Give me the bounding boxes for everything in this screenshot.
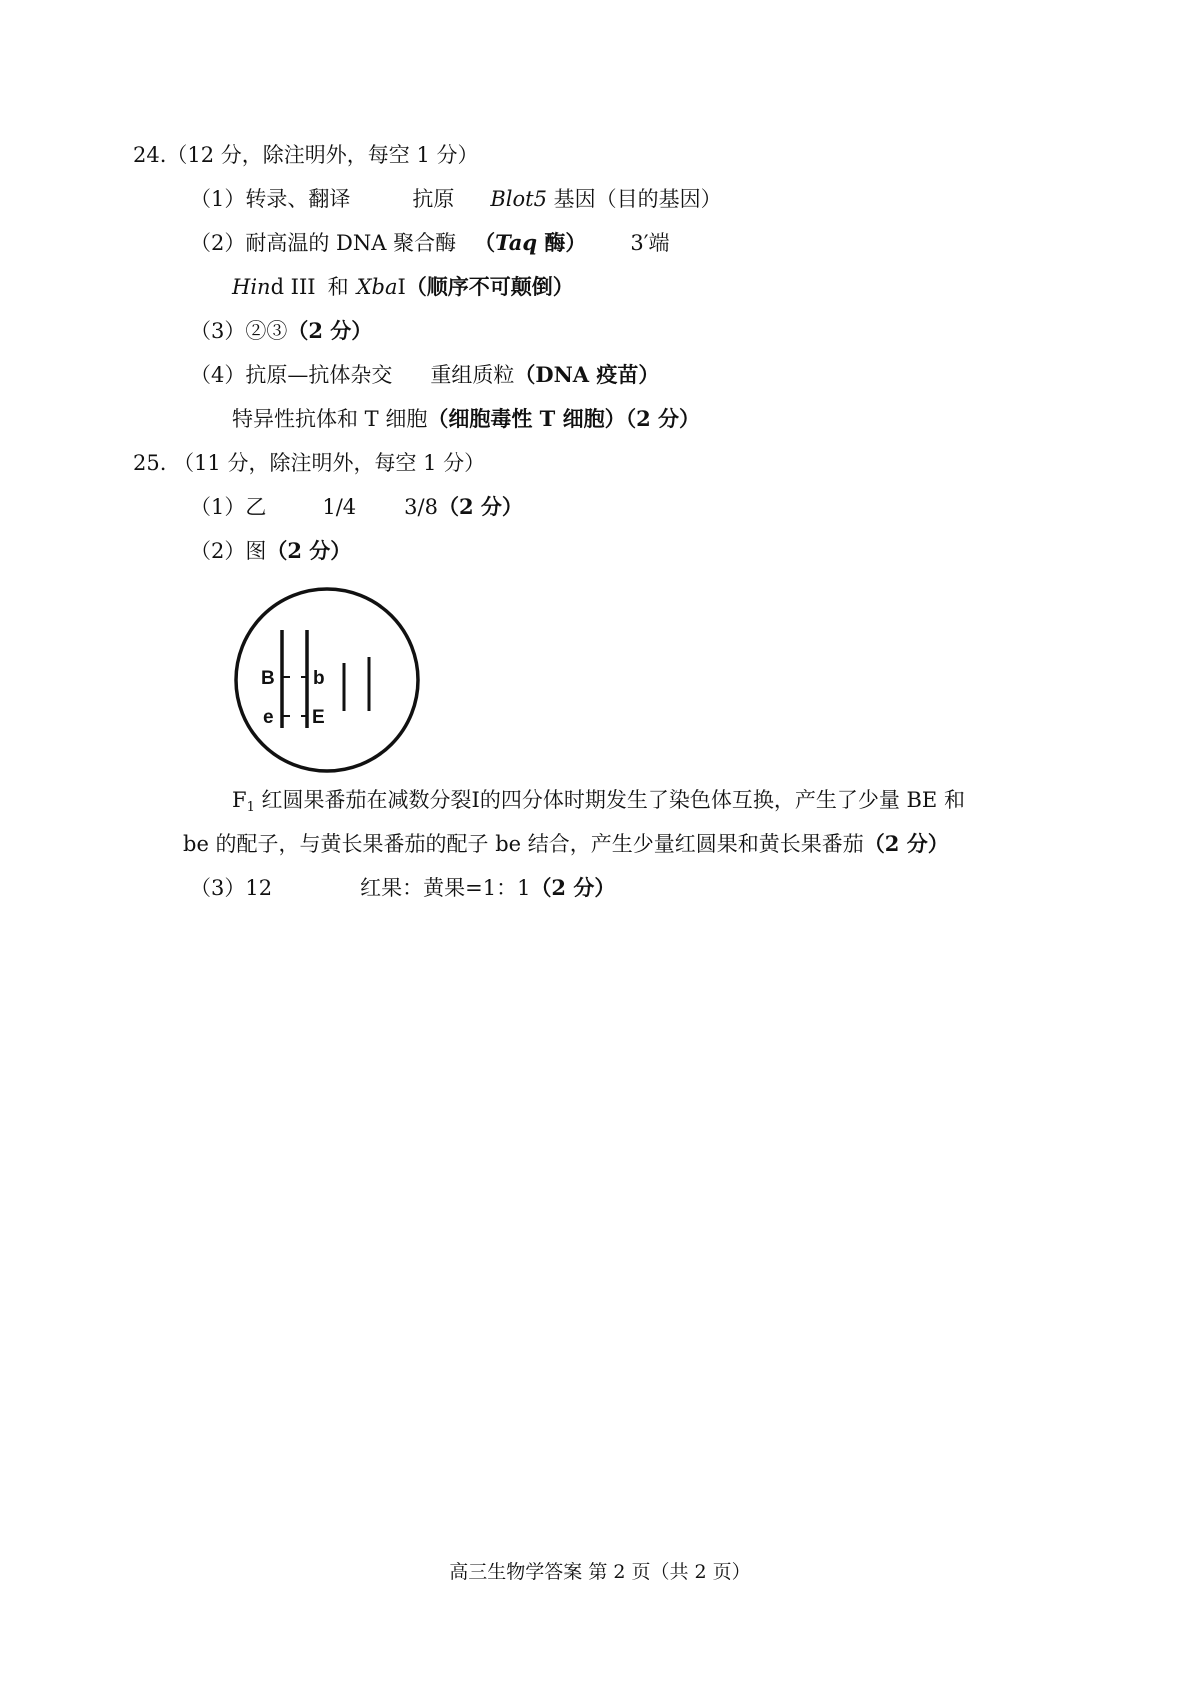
order-note: （顺序不可颠倒） [405,274,574,299]
answer-figure: 图 [245,539,267,563]
allele-E-label: E [312,707,325,728]
score-note: （2 分） [266,538,352,563]
allele-e-label: e [263,707,274,728]
score-note: （2 分） [625,406,701,431]
q24-part4 [190,360,659,390]
answer-polymerase: 耐高温的 DNA 聚合酶 [245,231,457,255]
gene-name: Blot5 [490,187,547,211]
score-note: （2 分） [530,875,616,900]
part-number: （2） [190,231,246,255]
answer-three-eighths: 3/8 [404,495,438,519]
allele-B-label: B [261,668,275,689]
answer-recombinant-plasmid: 重组质粒 [430,363,515,387]
answer-3-prime-end: 3′端 [630,231,670,255]
dna-vaccine-note: （DNA 疫苗） [514,362,660,387]
answer-yi: 乙 [245,495,267,519]
q25-part2 [190,536,351,566]
and-text: 和 [327,275,349,299]
answer-hybridization: 抗原—抗体杂交 [245,363,393,387]
q24-header: 24.（12 分，除注明外，每空 1 分） [133,143,479,167]
q25-part1 [190,492,523,522]
q24-part4-cont [232,404,700,434]
q24-part2-restriction [232,272,574,302]
q24-part3 [190,316,372,346]
score-note: （2 分） [287,318,373,343]
answer-transcription-translation: 转录、翻译 [245,187,351,211]
answer-twelve: 12 [245,876,273,900]
q25-explanation-line1 [232,785,965,815]
part-number: （3） [190,876,246,900]
enzyme-taq: Taq [495,230,538,255]
f1-label: $F_1$ [232,788,255,815]
answer-target-gene: 基因（目的基因） [546,187,722,211]
part-number: （2） [190,539,246,563]
q24-part1 [190,184,722,214]
enzyme-hind-rest: d III [270,275,316,299]
part-number: （4） [190,363,246,387]
allele-b-label: b [313,668,325,689]
page-footer: 高三生物学答案 第 2 页（共 2 页） [449,1561,751,1583]
answer-ratio: 红果：黄果=1：1 [360,876,531,900]
q25-part3 [190,873,615,903]
answer-one-quarter: 1/4 [322,495,357,519]
answer-antibody-tcell: 特异性抗体和 T 细胞 [232,407,428,431]
answer-antigen: 抗原 [412,187,455,211]
cytotoxic-note: （细胞毒性 T 细胞） [427,406,626,431]
part-number: （3） [190,319,246,343]
answer-options: ②③ [245,319,288,343]
enzyme-note-open: （ [474,230,496,255]
chromosome-diagram [232,585,422,775]
enzyme-xba: Xba [356,275,398,299]
q25-header: 25. （11 分，除注明外，每空 1 分） [133,451,486,475]
explanation-text-1: 红圆果番茄在减数分裂I的四分体时期发生了染色体互换，产生了少量 BE 和 [254,788,965,812]
score-note: （2 分） [437,494,523,519]
enzyme-note-rest: 酶） [537,230,587,255]
enzyme-hind: Hin [232,275,271,299]
part-number: （1） [190,187,246,211]
q24-part2 [190,228,669,258]
q25-explanation-line2 [183,829,949,859]
part-number: （1） [190,495,246,519]
explanation-text-2: be 的配子，与黄长果番茄的配子 be 结合，产生少量红圆果和黄长果番茄 [183,832,864,856]
enzyme-xba-rest: I [397,275,406,299]
score-note: （2 分） [863,831,949,856]
